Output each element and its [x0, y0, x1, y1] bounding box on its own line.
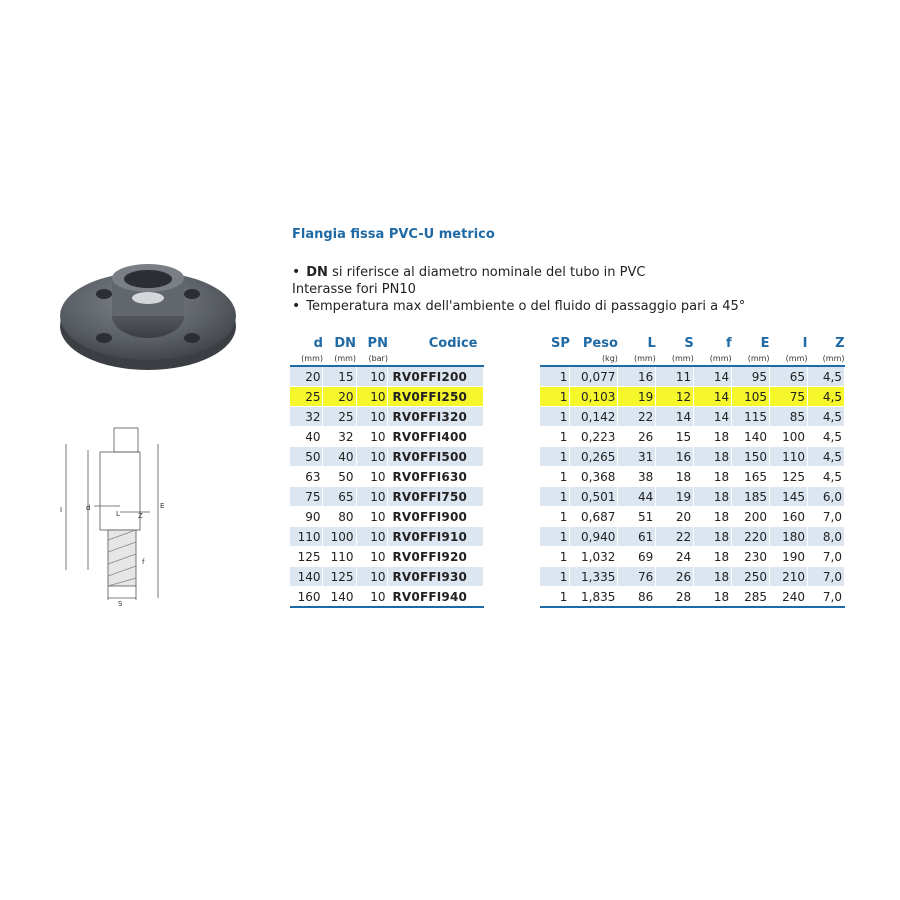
- unit-i: (mm): [770, 351, 808, 366]
- unit-d: (mm): [290, 351, 323, 366]
- table-cell: 32: [290, 407, 323, 427]
- table-cell: RV0FFI500: [388, 447, 484, 467]
- label-d: d: [86, 504, 91, 512]
- bullet-temperature-text: Temperatura max dell'ambiente o del fluido di passaggio pari a 45°: [306, 299, 746, 314]
- unit-l: (mm): [618, 351, 656, 366]
- table-row: [290, 387, 484, 407]
- col-header-pn: PN: [367, 335, 388, 351]
- table-cell: 125: [770, 467, 808, 487]
- table-cell: 1: [540, 366, 570, 387]
- table-cell: 10: [356, 366, 388, 387]
- table-row: [540, 387, 845, 407]
- table-row: [290, 567, 484, 587]
- table-cell: 1,835: [570, 587, 618, 608]
- table-cell: RV0FFI750: [388, 487, 484, 507]
- table-cell: 86: [618, 587, 656, 608]
- bullet-item-interasse: Interasse fori PN10: [292, 282, 416, 297]
- label-s: S: [118, 600, 123, 607]
- table-cell: RV0FFI250: [388, 387, 484, 407]
- table-row: [290, 527, 484, 547]
- table-cell: 140: [290, 567, 323, 587]
- table-cell: 110: [770, 447, 808, 467]
- label-l: L: [116, 510, 120, 518]
- table-cell: 90: [290, 507, 323, 527]
- label-i: I: [60, 506, 63, 514]
- table-cell: 40: [323, 447, 356, 467]
- table-row: [540, 527, 845, 547]
- table-cell: 18: [694, 547, 732, 567]
- table-cell: 44: [618, 487, 656, 507]
- table-units-row: [290, 351, 484, 366]
- table-cell: 140: [732, 427, 770, 447]
- table-cell: 80: [323, 507, 356, 527]
- table-cell: 0,368: [570, 467, 618, 487]
- table-cell: 185: [732, 487, 770, 507]
- table-cell: 31: [618, 447, 656, 467]
- table-cell: 14: [656, 407, 694, 427]
- table-cell: 69: [618, 547, 656, 567]
- table-cell: 10: [356, 467, 388, 487]
- label-e: E: [160, 502, 165, 510]
- table-cell: 51: [618, 507, 656, 527]
- table-cell: 115: [732, 407, 770, 427]
- table-cell: 220: [732, 527, 770, 547]
- unit-pn: (bar): [356, 351, 388, 366]
- table-row: [540, 487, 845, 507]
- table-cell: 210: [770, 567, 808, 587]
- flange-photo: [58, 258, 238, 378]
- table-cell: 4,5: [807, 366, 844, 387]
- col-header-l: L: [647, 335, 656, 351]
- table-cell: 0,077: [570, 366, 618, 387]
- table-cell: 0,223: [570, 427, 618, 447]
- table-row: [290, 507, 484, 527]
- table-cell: 160: [290, 587, 323, 608]
- col-header-s: S: [684, 335, 694, 351]
- table-cell: 0,687: [570, 507, 618, 527]
- table-cell: 15: [656, 427, 694, 447]
- table-cell: 0,142: [570, 407, 618, 427]
- table-row: [290, 407, 484, 427]
- table-cell: 18: [694, 447, 732, 467]
- table-row: [290, 587, 484, 608]
- table-cell: 19: [618, 387, 656, 407]
- table-cell: 1: [540, 487, 570, 507]
- table-cell: 105: [732, 387, 770, 407]
- table-cell: 10: [356, 587, 388, 608]
- table-cell: 1: [540, 527, 570, 547]
- table-row: [540, 507, 845, 527]
- bullet-list: [292, 264, 745, 315]
- table-cell: 10: [356, 487, 388, 507]
- table-cell: 65: [770, 366, 808, 387]
- table-cell: 1: [540, 587, 570, 608]
- table-cell: 76: [618, 567, 656, 587]
- table-cell: 0,265: [570, 447, 618, 467]
- unit-codice: [388, 351, 484, 366]
- table-cell: 10: [356, 547, 388, 567]
- table-body-left: [290, 366, 484, 607]
- table-cell: RV0FFI940: [388, 587, 484, 608]
- table-cell: 10: [356, 567, 388, 587]
- table-row: [290, 487, 484, 507]
- table-cell: 65: [323, 487, 356, 507]
- table-cell: 4,5: [807, 467, 844, 487]
- table-row: [540, 587, 845, 608]
- table-cell: 1: [540, 447, 570, 467]
- table-cell: 1: [540, 387, 570, 407]
- table-cell: 95: [732, 366, 770, 387]
- table-cell: 19: [656, 487, 694, 507]
- table-row: [540, 447, 845, 467]
- unit-peso: (kg): [570, 351, 618, 366]
- table-cell: 26: [656, 567, 694, 587]
- col-header-z: Z: [835, 335, 845, 351]
- table-cell: 61: [618, 527, 656, 547]
- table-cell: 8,0: [807, 527, 844, 547]
- table-row: [540, 547, 845, 567]
- table-cell: 18: [656, 467, 694, 487]
- unit-sp: [540, 351, 570, 366]
- table-header-row: [540, 335, 845, 351]
- table-row: [540, 567, 845, 587]
- table-row: [290, 547, 484, 567]
- table-cell: 15: [323, 366, 356, 387]
- table-cell: 110: [290, 527, 323, 547]
- table-cell: 1: [540, 467, 570, 487]
- table-cell: 22: [618, 407, 656, 427]
- col-header-dn: DN: [334, 335, 357, 351]
- table-cell: 10: [356, 507, 388, 527]
- table-cell: 180: [770, 527, 808, 547]
- table-row: [290, 447, 484, 467]
- table-cell: 12: [656, 387, 694, 407]
- table-cell: 250: [732, 567, 770, 587]
- col-header-e: E: [760, 335, 770, 351]
- table-cell: 20: [656, 507, 694, 527]
- table-cell: 14: [694, 366, 732, 387]
- table-cell: 190: [770, 547, 808, 567]
- table-cell: 50: [290, 447, 323, 467]
- table-cell: 10: [356, 407, 388, 427]
- table-cell: 165: [732, 467, 770, 487]
- product-title: Flangia fissa PVC-U metrico: [292, 227, 495, 242]
- table-cell: 7,0: [807, 507, 844, 527]
- cross-section-drawing: [58, 422, 168, 607]
- table-cell: 20: [290, 366, 323, 387]
- table-cell: 240: [770, 587, 808, 608]
- bullet-dn-bold: DN: [306, 265, 328, 280]
- table-cell: 0,940: [570, 527, 618, 547]
- table-cell: 1: [540, 407, 570, 427]
- col-header-sp: SP: [551, 335, 570, 351]
- table-cell: 18: [694, 587, 732, 608]
- table-row: [540, 366, 845, 387]
- table-header-row: [290, 335, 484, 351]
- table-cell: RV0FFI400: [388, 427, 484, 447]
- table-cell: 140: [323, 587, 356, 608]
- table-cell: 4,5: [807, 387, 844, 407]
- col-header-d: d: [313, 335, 323, 351]
- table-cell: 230: [732, 547, 770, 567]
- table-cell: 100: [770, 427, 808, 447]
- table-cell: 16: [656, 447, 694, 467]
- dimensions-table-right: [540, 335, 845, 608]
- table-cell: 38: [618, 467, 656, 487]
- table-cell: 100: [323, 527, 356, 547]
- table-cell: 18: [694, 427, 732, 447]
- table-cell: 1,032: [570, 547, 618, 567]
- table-row: [290, 366, 484, 387]
- table-row: [540, 427, 845, 447]
- table-cell: 63: [290, 467, 323, 487]
- table-cell: 16: [618, 366, 656, 387]
- table-row: [290, 427, 484, 447]
- table-cell: 18: [694, 507, 732, 527]
- table-cell: 25: [290, 387, 323, 407]
- table-row: [540, 467, 845, 487]
- table-cell: 200: [732, 507, 770, 527]
- table-cell: 7,0: [807, 587, 844, 608]
- bullet-item-dn: [292, 264, 745, 281]
- table-cell: 14: [694, 387, 732, 407]
- table-row: [540, 407, 845, 427]
- table-cell: 160: [770, 507, 808, 527]
- table-cell: 110: [323, 547, 356, 567]
- table-row: [290, 467, 484, 487]
- table-cell: 10: [356, 427, 388, 447]
- table-cell: 4,5: [807, 407, 844, 427]
- table-cell: RV0FFI630: [388, 467, 484, 487]
- col-header-f: f: [725, 335, 732, 351]
- unit-s: (mm): [656, 351, 694, 366]
- table-cell: 85: [770, 407, 808, 427]
- label-f: f: [142, 558, 145, 566]
- table-cell: 32: [323, 427, 356, 447]
- table-cell: 75: [290, 487, 323, 507]
- table-cell: 18: [694, 567, 732, 587]
- table-cell: 14: [694, 407, 732, 427]
- table-cell: 75: [770, 387, 808, 407]
- table-cell: 24: [656, 547, 694, 567]
- unit-f: (mm): [694, 351, 732, 366]
- table-cell: 50: [323, 467, 356, 487]
- table-cell: 1,335: [570, 567, 618, 587]
- table-cell: 0,103: [570, 387, 618, 407]
- bullet-dn-text: si riferisce al diametro nominale del tubo in PVC: [327, 265, 646, 280]
- table-cell: 4,5: [807, 447, 844, 467]
- table-cell: 125: [323, 567, 356, 587]
- unit-z: (mm): [807, 351, 844, 366]
- bullet-item-temperature: [292, 298, 745, 315]
- dimensions-table-left: [290, 335, 484, 608]
- bullet-icon: •: [292, 264, 301, 280]
- table-cell: 285: [732, 587, 770, 608]
- table-cell: 18: [694, 527, 732, 547]
- table-cell: RV0FFI930: [388, 567, 484, 587]
- table-cell: 6,0: [807, 487, 844, 507]
- table-cell: RV0FFI900: [388, 507, 484, 527]
- table-cell: 20: [323, 387, 356, 407]
- table-cell: RV0FFI200: [388, 366, 484, 387]
- table-cell: 0,501: [570, 487, 618, 507]
- table-cell: 10: [356, 447, 388, 467]
- table-units-row: [540, 351, 845, 366]
- table-cell: 1: [540, 547, 570, 567]
- table-cell: RV0FFI320: [388, 407, 484, 427]
- table-cell: 25: [323, 407, 356, 427]
- table-cell: 18: [694, 487, 732, 507]
- col-header-codice: Codice: [428, 335, 478, 351]
- bullet-icon: •: [292, 298, 301, 314]
- table-cell: 18: [694, 467, 732, 487]
- table-cell: 11: [656, 366, 694, 387]
- table-cell: 1: [540, 507, 570, 527]
- table-cell: 1: [540, 427, 570, 447]
- table-cell: 7,0: [807, 567, 844, 587]
- table-cell: 150: [732, 447, 770, 467]
- table-body-right: [540, 366, 845, 607]
- table-cell: RV0FFI910: [388, 527, 484, 547]
- table-cell: 10: [356, 527, 388, 547]
- table-cell: 145: [770, 487, 808, 507]
- table-cell: 4,5: [807, 427, 844, 447]
- col-header-peso: Peso: [582, 335, 618, 351]
- unit-dn: (mm): [323, 351, 356, 366]
- table-cell: 125: [290, 547, 323, 567]
- table-cell: 26: [618, 427, 656, 447]
- unit-e: (mm): [732, 351, 770, 366]
- table-cell: 22: [656, 527, 694, 547]
- label-z: Z: [138, 512, 143, 520]
- table-cell: RV0FFI920: [388, 547, 484, 567]
- table-cell: 1: [540, 567, 570, 587]
- table-cell: 7,0: [807, 547, 844, 567]
- table-cell: 40: [290, 427, 323, 447]
- table-cell: 28: [656, 587, 694, 608]
- col-header-i: I: [802, 335, 808, 351]
- table-cell: 10: [356, 387, 388, 407]
